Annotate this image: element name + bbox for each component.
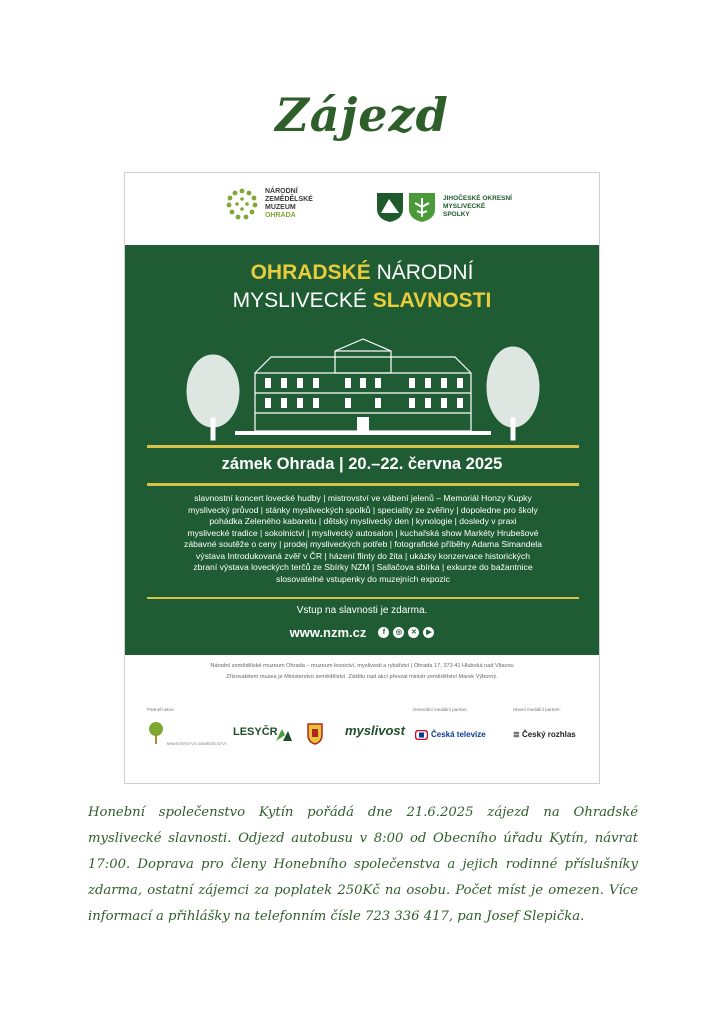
headline-word: MYSLIVECKÉ [232, 289, 367, 312]
general-partner-label: Generální mediální partner: [413, 707, 468, 712]
partners-label: Partneři akce: [147, 707, 175, 712]
jos-logo [375, 191, 512, 223]
myslivost-logo: myslivost [345, 723, 405, 738]
program-list [143, 493, 583, 585]
logo-line: SPOLKY [443, 211, 470, 218]
cr-logo-text: Český rozhlas [521, 730, 576, 739]
event-poster [124, 172, 600, 784]
program-line: zbraní výstava loveckých terčů ze Sbírky NZM | Sallačova sbírka | exkurze do bažantnice [193, 562, 533, 572]
divider [147, 445, 579, 448]
logo-line: JIHOČESKÉ OKRESNÍ [443, 195, 512, 202]
trip-description: Honební společenstvo Kytín pořádá dne 21.6.2025 zájezd na Ohradské myslivecké slavnosti. Odjezd autobusu v 8:00 od Obecního úřadu Kytín, návrat 17:00. Doprava pro členy Honebního společenstva a jejich rodinné příslušníky zdarma, ostatní zájemci za poplatek 250Kč na osobu. Počet míst je omezen. Více informací a přihlášky na telefonním čísle 723 336 417, pan Josef Slepička. [88, 805, 638, 924]
logo-subline: OHRADA [265, 212, 296, 219]
x-icon[interactable]: ✕ [408, 627, 419, 638]
cr-logo: ≣ Český rozhlas [513, 730, 576, 739]
page-title: Zájezd [275, 88, 449, 142]
instagram-icon[interactable]: ◎ [393, 627, 404, 638]
headline-word: SLAVNOSTI [372, 289, 492, 312]
wreath-icon [225, 187, 259, 221]
poster-footer [125, 661, 599, 683]
event-venue-date: zámek Ohrada | 20.–22. června 2025 [221, 455, 503, 473]
lesy-arrows-icon [275, 728, 293, 742]
ministry-tree-icon [147, 721, 165, 745]
poster-green-panel [125, 245, 599, 655]
castle-illustration [185, 333, 541, 443]
headline-word: NÁRODNÍ [376, 261, 474, 284]
lesy-logo: LESYČR [233, 726, 278, 738]
main-media-partner-label: Hlavní mediální partner: [513, 707, 561, 712]
logo-line: NÁRODNÍ [265, 188, 298, 195]
program-line: pohádka Zeleného kabaretu | dětský myslivecký den | kynologie | dosledy v praxi [209, 516, 517, 526]
free-entry-note: Vstup na slavnosti je zdarma. [296, 605, 428, 616]
footer-line: Zřizovatelem muzea je Ministerstvo zemědělství. Záštitu nad akcí převzal ministr zemědělství Marek Výborný. [226, 674, 498, 680]
program-line: výstava Introdukovaná zvěř v ČR | házení flinty do žita | ukázky konzervace historických [195, 550, 531, 561]
headline-word: OHRADSKÉ [250, 261, 371, 284]
logo-line: MYSLIVECKÉ [443, 203, 486, 210]
program-line: slosovatelné vstupenky do muzejních expozic [276, 573, 450, 584]
ct-logo-icon [415, 730, 428, 740]
website-row [125, 625, 599, 640]
program-line: slavnostní koncert lovecké hudby | mistrovství ve vábení jelenů – Memoriál Honzy Kupky [194, 493, 532, 503]
coat-of-arms-icon [307, 723, 323, 745]
program-line: myslivecké tradice | sokolnictví | myslivecký autosalon | kuchařská show Markéty Hrubešové [187, 527, 539, 538]
nzm-logo [225, 187, 313, 221]
logo-line: ZEMĚDĚLSKÉ [265, 196, 313, 203]
footer-line: Národní zemědělské muzeum Ohrada – muzeum lesnictví, myslivosti a rybářství | Ohrada 17, 373 41 Hluboká nad Vltavou [210, 663, 514, 669]
hunting-shield-icon [375, 191, 437, 223]
logo-line: MUZEUM [265, 204, 296, 211]
website-link[interactable]: www.nzm.cz [289, 625, 367, 640]
youtube-icon[interactable]: ▶ [423, 627, 434, 638]
divider [147, 483, 579, 486]
partners-row [125, 703, 599, 773]
poster-headline [125, 259, 599, 315]
facebook-icon[interactable]: f [378, 627, 389, 638]
ct-logo: Česká televize [431, 730, 486, 739]
ministry-logo-text: MINISTERSTVO ZEMĚDĚLSTVÍ [167, 741, 226, 746]
program-line: zábavné soutěže o ceny | prodej mysliveckých potřeb | fotografické příběhy Adama Simandela [184, 539, 542, 549]
divider [147, 597, 579, 599]
poster-header [125, 173, 599, 245]
program-line: myslivecký průvod | stánky mysliveckých spolků | speciality ze zvěřiny | dopoledne pro školy [188, 504, 538, 515]
